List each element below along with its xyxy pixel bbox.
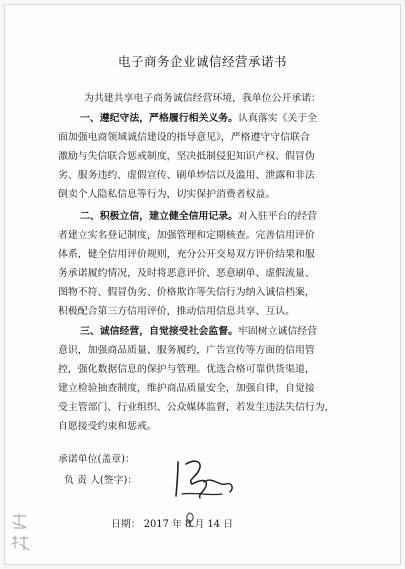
section-2-line: 体系，健全信用评价规则，充分公开交易双方评价结果和服 (58, 249, 315, 260)
document-title: 电子商务企业诚信经营承诺书 (117, 54, 287, 69)
section-1-line: 认真落实《关于全 (238, 113, 318, 124)
unit-seal-label: 承诺单位(盖章)： (58, 454, 135, 465)
section-1-first-line (80, 113, 317, 125)
section-1-heading: 一、遵纪守法，严格履行相关义务。 (80, 113, 239, 124)
section-2-line: 积极配合第三方信用评价，推动信用信息共享、互认。 (58, 306, 296, 317)
section-1-line: 激励与失信联合惩戒制度，坚决抵制侵犯知识产权、假冒伪 (58, 151, 315, 162)
section-3-line: 建立检验抽查制度，维护商品质量安全，加强自律，自觉接 (58, 383, 315, 394)
section-3-heading: 三、诚信经营，自觉接受社会监督。 (80, 326, 239, 337)
section-3-line: 意识，加强商品质量、服务履约，广告宣传等方面的信用管 (58, 345, 315, 356)
section-3-first-line (80, 326, 317, 338)
section-2-heading: 二、积极立信，建立健全信用记录。 (80, 211, 239, 222)
section-3-line: 控，强化数据信息的保护与管理。优选合格可靠供货渠道， (58, 364, 315, 375)
section-2-line: 图物不符、假冒伪劣、价格欺诈等失信行为纳入诚信档案， (58, 287, 315, 298)
date-line: 日期： 2017 年 8 月 14 日 (111, 519, 234, 530)
margin-pencil-marks (8, 512, 34, 556)
handwritten-signature (170, 456, 240, 504)
responsible-person-label: 负 责 人(签字)： (64, 475, 138, 486)
intro-text: 为共建共享电子商务诚信经营环境，我单位公开承诺： (84, 93, 322, 104)
handwritten-date-marks (183, 509, 243, 531)
section-3-line: 自愿接受约束和惩戒。 (58, 421, 157, 432)
section-2-first-line (80, 211, 317, 223)
section-2-line: 者建立实名登记制度，加强管理和定期核查。完善信用评价 (58, 230, 315, 241)
section-1-line: 面加强电商领域诚信建设的指导意见》，严格遵守守信联合 (58, 132, 310, 143)
section-3-line: 受主管部门、行业组织、公众媒体监督，若发生违法失信行为， (58, 402, 335, 413)
section-2-line: 对入驻平台的经营 (238, 211, 318, 222)
section-2-line: 务承诺履约情况，及时将恶意评价、恶意刷单、虚假流量、 (58, 268, 315, 279)
section-3-line: 牢固树立诚信经营 (238, 326, 318, 337)
section-1-line: 劣、服务违约、虚假宣传、刷单炒信以及滥用、泄露和非法 (58, 170, 315, 181)
section-1-line: 倒卖个人隐私信息等行为，切实保护消费者权益。 (58, 189, 276, 200)
